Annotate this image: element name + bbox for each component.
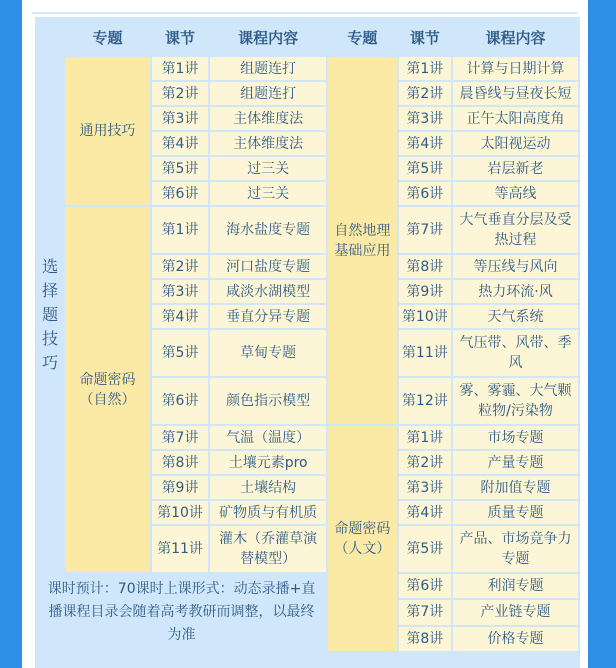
left-lesson: 第1讲	[152, 207, 208, 253]
right-lesson: 第7讲	[399, 207, 451, 253]
right-content: 气压带、风带、季风	[453, 330, 578, 376]
top-strip	[32, 0, 578, 14]
left-content: 组题连打	[210, 82, 326, 105]
course-table	[35, 17, 580, 653]
page-frame	[22, 0, 588, 668]
left-lesson: 第4讲	[152, 305, 208, 328]
right-content: 岩层新老	[453, 157, 578, 180]
header-blank	[37, 19, 63, 55]
left-lesson: 第2讲	[152, 82, 208, 105]
left-content: 土壤元素pro	[210, 451, 326, 474]
right-content: 利润专题	[453, 574, 578, 598]
right-lesson: 第3讲	[399, 476, 451, 499]
left-lesson: 第3讲	[152, 107, 208, 130]
left-content: 河口盐度专题	[210, 255, 326, 278]
right-content: 等压线与风向	[453, 255, 578, 278]
left-lesson: 第9讲	[152, 476, 208, 499]
right-topic-human-code: 命题密码（人文）	[328, 426, 397, 651]
left-content: 主体维度法	[210, 107, 326, 130]
right-content: 产品、市场竞争力专题	[453, 526, 578, 572]
left-content: 过三关	[210, 182, 326, 205]
table-row	[37, 574, 578, 598]
right-content: 太阳视运动	[453, 132, 578, 155]
left-content: 颜色指示模型	[210, 378, 326, 424]
table-row	[37, 57, 578, 80]
right-lesson: 第1讲	[399, 426, 451, 449]
left-lesson: 第2讲	[152, 255, 208, 278]
right-lesson: 第6讲	[399, 182, 451, 205]
left-lesson: 第10讲	[152, 501, 208, 524]
left-lesson: 第5讲	[152, 157, 208, 180]
left-content: 过三关	[210, 157, 326, 180]
table-row	[37, 207, 578, 253]
left-content: 组题连打	[210, 57, 326, 80]
left-content: 海水盐度专题	[210, 207, 326, 253]
left-content: 土壤结构	[210, 476, 326, 499]
right-content: 天气系统	[453, 305, 578, 328]
right-lesson: 第3讲	[399, 107, 451, 130]
left-lesson: 第3讲	[152, 280, 208, 303]
right-lesson: 第8讲	[399, 627, 451, 651]
right-lesson: 第9讲	[399, 280, 451, 303]
right-lesson: 第2讲	[399, 82, 451, 105]
course-note: 课时预计：70课时上课形式：动态录播+直播课程目录会随着高考教研而调整，以最终为准	[37, 574, 326, 651]
right-content: 价格专题	[453, 627, 578, 651]
right-content: 等高线	[453, 182, 578, 205]
left-lesson: 第5讲	[152, 330, 208, 376]
right-lesson: 第5讲	[399, 526, 451, 572]
right-lesson: 第6讲	[399, 574, 451, 598]
right-lesson: 第4讲	[399, 132, 451, 155]
outer-label-cell	[37, 57, 63, 572]
left-content: 气温（温度）	[210, 426, 326, 449]
right-content: 大气垂直分层及受热过程	[453, 207, 578, 253]
right-content: 正午太阳高度角	[453, 107, 578, 130]
right-lesson: 第11讲	[399, 330, 451, 376]
course-table-wrapper	[35, 17, 580, 668]
left-content: 灌木（乔灌草演替模型）	[210, 526, 326, 572]
left-lesson: 第7讲	[152, 426, 208, 449]
left-lesson: 第6讲	[152, 182, 208, 205]
header-topic-left: 专题	[65, 19, 150, 55]
right-content: 市场专题	[453, 426, 578, 449]
header-content-right: 课程内容	[453, 19, 578, 55]
header-row	[37, 19, 578, 55]
right-lesson: 第5讲	[399, 157, 451, 180]
header-lesson-right: 课节	[399, 19, 451, 55]
right-content: 产量专题	[453, 451, 578, 474]
left-lesson: 第8讲	[152, 451, 208, 474]
left-topic-general: 通用技巧	[65, 57, 150, 205]
header-content-left: 课程内容	[210, 19, 326, 55]
right-content: 热力环流·风	[453, 280, 578, 303]
right-content: 产业链专题	[453, 600, 578, 624]
left-content: 草甸专题	[210, 330, 326, 376]
right-content: 质量专题	[453, 501, 578, 524]
left-content: 垂直分异专题	[210, 305, 326, 328]
right-lesson: 第8讲	[399, 255, 451, 278]
header-topic-right: 专题	[328, 19, 397, 55]
left-lesson: 第6讲	[152, 378, 208, 424]
left-content: 主体维度法	[210, 132, 326, 155]
right-content: 晨昏线与昼夜长短	[453, 82, 578, 105]
right-lesson: 第1讲	[399, 57, 451, 80]
right-content: 计算与日期计算	[453, 57, 578, 80]
right-lesson: 第4讲	[399, 501, 451, 524]
right-content: 雾、雾霾、大气颗粒物/污染物	[453, 378, 578, 424]
left-content: 咸淡水湖模型	[210, 280, 326, 303]
left-topic-natural-code: 命题密码（自然）	[65, 207, 150, 572]
header-lesson-left: 课节	[152, 19, 208, 55]
right-topic-natural-geo: 自然地理基础应用	[328, 57, 397, 424]
right-lesson: 第7讲	[399, 600, 451, 624]
left-lesson: 第11讲	[152, 526, 208, 572]
left-content: 矿物质与有机质	[210, 501, 326, 524]
outer-label: 选择题技巧	[42, 256, 59, 372]
right-lesson: 第10讲	[399, 305, 451, 328]
left-lesson: 第4讲	[152, 132, 208, 155]
right-lesson: 第2讲	[399, 451, 451, 474]
left-lesson: 第1讲	[152, 57, 208, 80]
right-content: 附加值专题	[453, 476, 578, 499]
right-lesson: 第12讲	[399, 378, 451, 424]
